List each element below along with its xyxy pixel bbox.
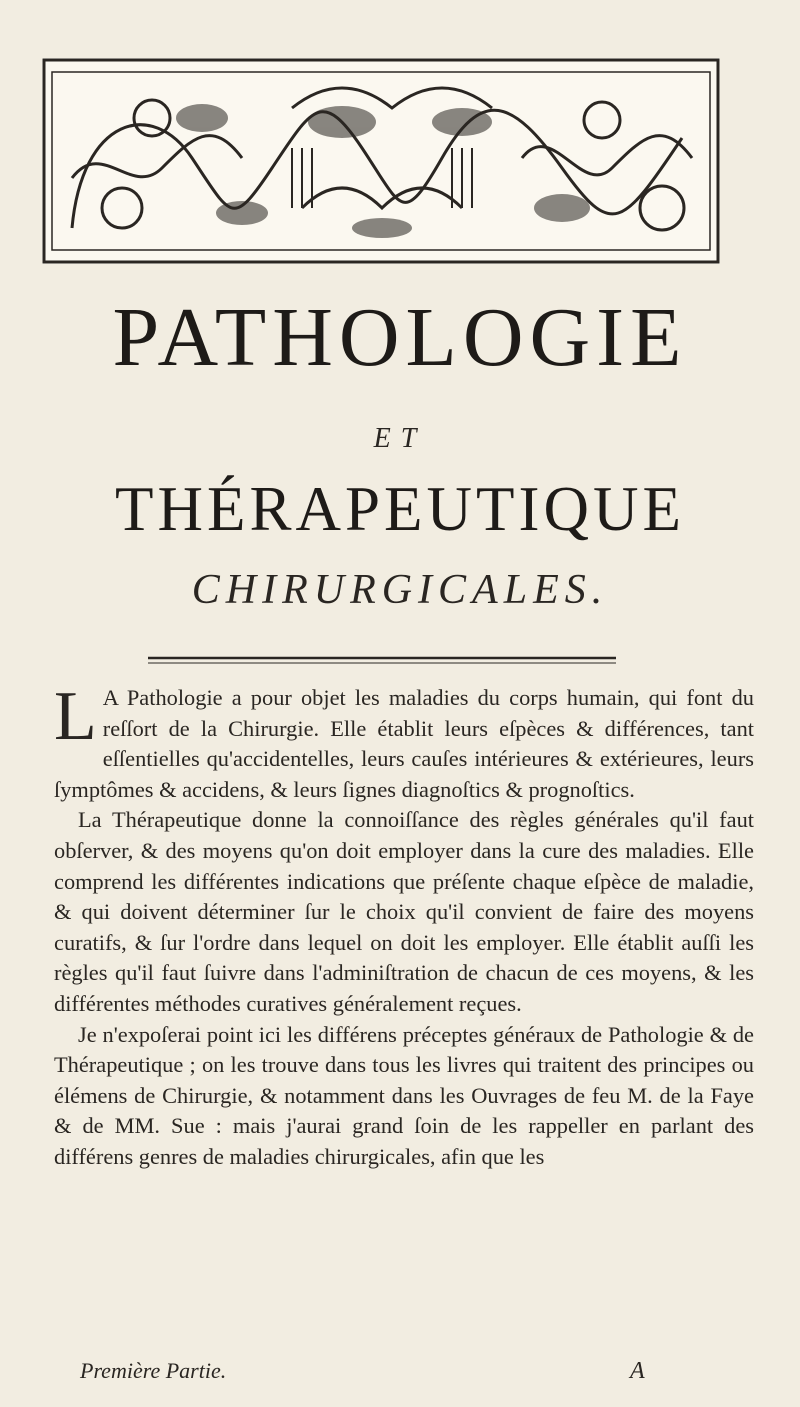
title-subject: THÉRAPEUTIQUE — [115, 474, 685, 544]
paragraph-therapeutique: La Thérapeutique donne la connoiſſance des règles générales qu'il faut obſerver, & des moyens qu'on doit employer dans la cure des maladies. Elle comprend les différentes indications que préſente chaque eſpèce de maladie, & qui doivent déterminer ſur le choix qu'il convient de faire des moyens curatifs, & ſur l'ordre dans lequel on doit les employer. Elle établit auſſi les règles qu'il faut ſuivre dans l'adminiſtration de chacun de ces moyens, & les différentes méthodes curatives généralement reçues. — [54, 807, 754, 1016]
ornamental-headpiece-icon — [42, 58, 720, 264]
title-main: PATHOLOGIE — [112, 291, 688, 384]
paragraph-pathologie — [54, 678, 754, 805]
title-conjunction: ET — [373, 423, 427, 454]
paragraph-text: A Pathologie a pour objet les maladies du corps humain, qui font du reſſort de la Chirurgie. Elle établit leurs eſpèces & différences, tant eſſentielles qu'accidentelles, leurs cauſes intérieures & extérieures, leurs ſymptômes & accidens, & leurs ſignes diagnoſtics & prognoſtics. — [54, 685, 754, 802]
paragraph-preceptes: Je n'expoſerai point ici les différens préceptes généraux de Pathologie & de Thérapeutique ; on les trouve dans tous les livres qui traitent des principes ou élémens de Chirurgie, & notamment dans les Ouvrages de feu M. de la Faye & de MM. Sue : mais j'aurai grand ſoin de les rappeller en parlant des différens genres de maladies chirurgicales, afin que les — [54, 1021, 754, 1169]
dropcap: L — [54, 678, 97, 755]
title-qualifier: CHIRURGICALES. — [191, 567, 609, 613]
footer-part-label: Première Partie. — [80, 1358, 227, 1383]
body-text — [54, 678, 754, 1173]
double-rule-divider — [148, 656, 616, 666]
footer-signature-mark: A — [630, 1358, 645, 1384]
